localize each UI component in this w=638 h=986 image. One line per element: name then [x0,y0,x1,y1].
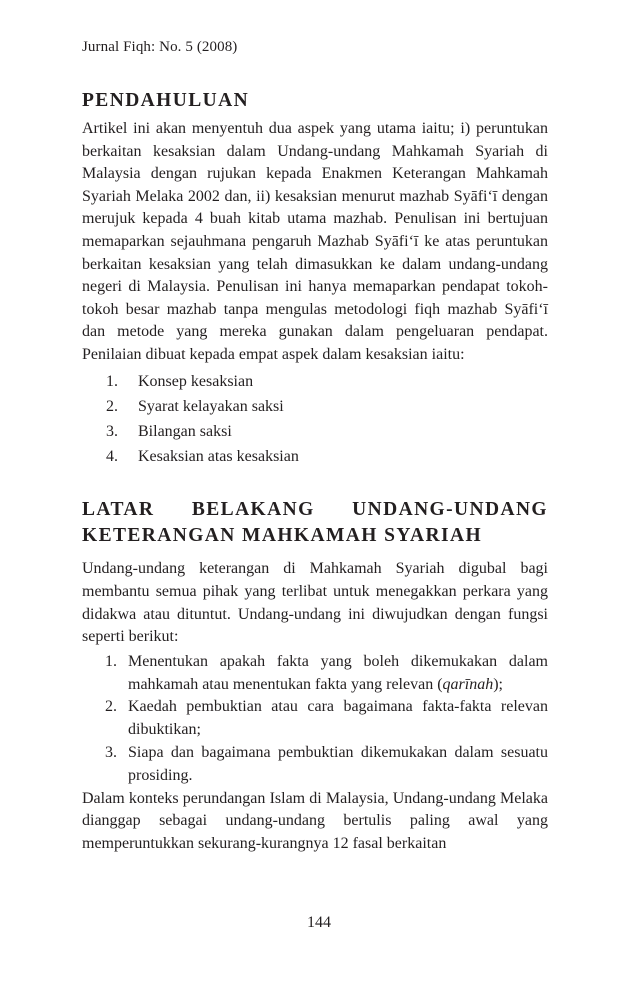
list-item [82,651,548,697]
list-item-text: Syarat kelayakan saksi [138,397,284,415]
page-body [82,88,548,855]
list-item-text: Konsep kesaksian [138,372,254,390]
section-heading-pendahuluan: PENDAHULUAN [82,90,250,111]
list-item-text: Bilangan saksi [138,422,232,440]
list-item-number: 3. [105,743,117,761]
list-item-text: Menentukan apakah fakta yang boleh dikemukakan dalam mahkamah atau menentukan fakta yang relevan ( [128,652,548,693]
list-item-text-tail: ); [493,675,503,693]
background-paragraph: Undang-undang keterangan di Mahkamah Syariah digubal bagi membantu semua pihak yang terlibat untuk menegakkan perkara yang didakwa atau dituntut. Undang-undang ini diwujudkan dengan fungsi seperti berikut: [82,560,548,646]
section-heading-latar-belakang: LATAR BELAKANG UNDANG-UNDANG KETERANGAN MAHKAMAH SYARIAH [82,499,548,547]
list-item-text: Siapa dan bagaimana pembuktian dikemukakan dalam sesuatu prosiding. [128,743,548,784]
list-item [82,369,548,394]
list-item-text: Kesaksian atas kesaksian [138,448,299,466]
list-item-italic-term: qarīnah [442,675,494,693]
list-item-number: 2. [106,397,118,415]
list-item [82,394,548,419]
list-item [82,696,548,742]
list-item-number: 1. [105,652,117,670]
list-item-number: 3. [106,422,118,440]
intro-paragraph: Artikel ini akan menyentuh dua aspek yang utama iaitu; i) peruntukan berkaitan kesaksian dalam Undang-undang Mahkamah Syariah di Malaysia dengan rujukan kepada Enakmen Keterangan Mahkamah Syariah Melaka 2002 dan, ii) kesaksian menurut mazhab Syāfi‘ī dengan merujuk kepada 4 buah kitab utama mazhab. Penulisan ini bertujuan memaparkan sejauhmana pengaruh Mazhab Syāfi‘ī ke atas peruntukan berkaitan kesaksian yang telah dimasukkan ke dalam undang-undang negeri di Malaysia. Penulisan ini hanya memaparkan pendapat tokoh-tokoh besar mazhab tanpa mengulas metodologi fiqh mazhab Syāfi‘ī dan metode yang mereka gunakan dalam pengeluaran pendapat. Penilaian dibuat kepada empat aspek dalam kesaksian iaitu: [82,120,548,363]
running-head: Jurnal Fiqh: No. 5 (2008) [82,39,238,55]
list-item-text: Kaedah pembuktian atau cara bagaimana fakta-fakta relevan dibuktikan; [128,698,548,739]
list-item [82,444,548,469]
list-item [82,419,548,444]
functions-list [82,651,548,788]
list-item-number: 4. [106,448,118,466]
list-item-number: 1. [106,372,118,390]
list-item-number: 2. [105,698,117,716]
list-item [82,742,548,788]
aspects-list [82,369,548,470]
page-number: 144 [307,914,331,931]
context-paragraph: Dalam konteks perundangan Islam di Malaysia, Undang-undang Melaka dianggap sebagai undang-undang bertulis paling awal yang memperuntukkan sekurang-kurangnya 12 fasal berkaitan [82,789,548,852]
